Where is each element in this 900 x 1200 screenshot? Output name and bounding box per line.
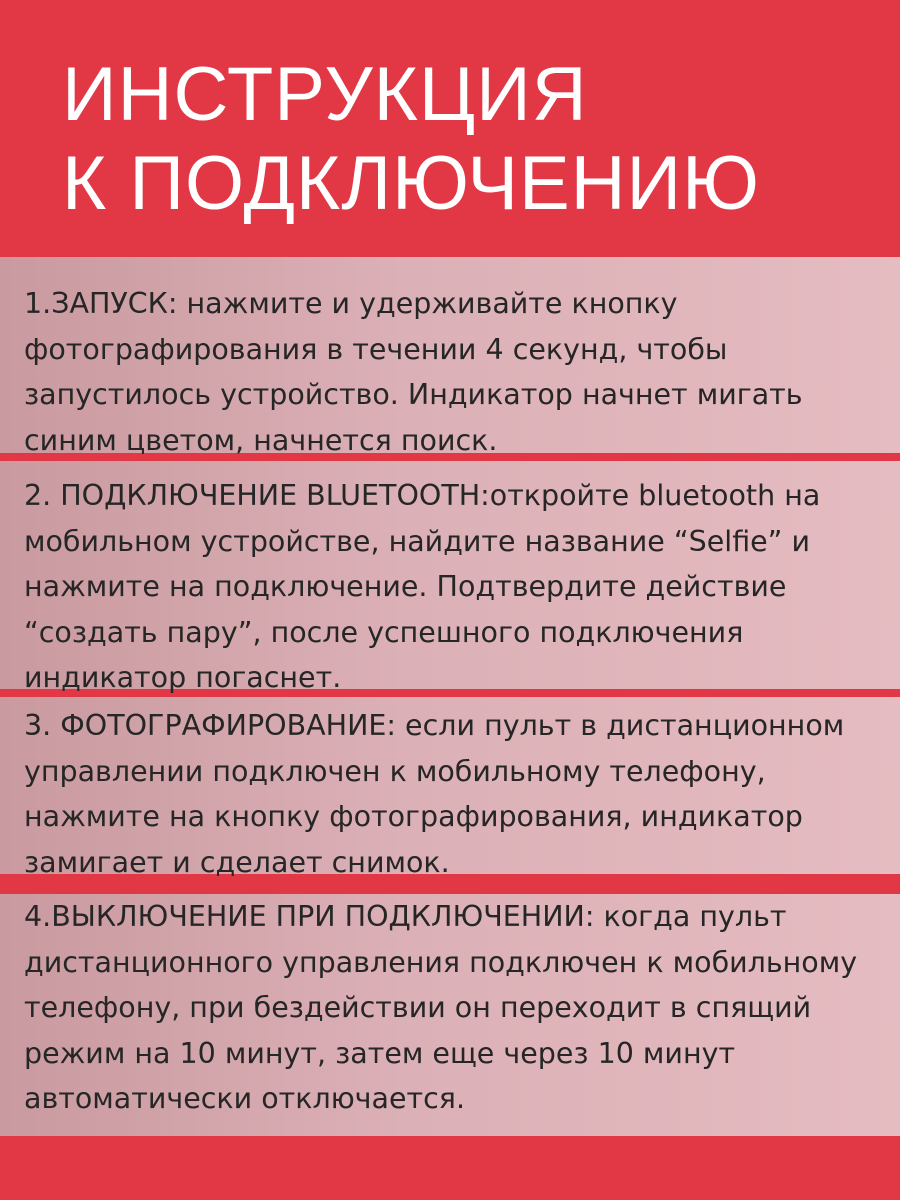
step-panel-shutdown — [0, 894, 900, 1136]
header-banner — [0, 0, 900, 255]
step-text-photo: 3. ФОТОГРАФИРОВАНИЕ: если пульт в дистанционном управлении подключен к мобильному телефону, нажмите на кнопку фотографирования, индикатор замигает и сделает снимок. — [24, 709, 845, 879]
bottom-banner — [0, 1136, 900, 1200]
step-text-shutdown: 4.ВЫКЛЮЧЕНИЕ ПРИ ПОДКЛЮЧЕНИИ: когда пульт дистанционного управления подключен к мобильному телефону, при бездействии он переходит в спящий режим на 10 минут, затем еще через 10 минут автоматически отключается. — [24, 900, 858, 1115]
page-title-line-1: ИНСТРУКЦИЯ — [62, 52, 588, 137]
step-panel-launch — [0, 257, 900, 457]
page-title-line-2: К ПОДКЛЮЧЕНИЮ — [62, 141, 760, 226]
step-panel-photo — [0, 697, 900, 879]
step-text-launch: 1.ЗАПУСК: нажмите и удерживайте кнопку фотографирования в течении 4 секунд, чтобы запустилось устройство. Индикатор начнет мигать синим цветом, начнется поиск. — [24, 287, 803, 457]
step-text-bluetooth: 2. ПОДКЛЮЧЕНИЕ BLUETOOTH:откройте bluetooth на мобильном устройстве, найдите название “Selfie” и нажмите на подключение. Подтвердите действие “создать пару”, после успешного подключения индикатор погаснет. — [24, 479, 821, 694]
step-panel-bluetooth — [0, 461, 900, 694]
